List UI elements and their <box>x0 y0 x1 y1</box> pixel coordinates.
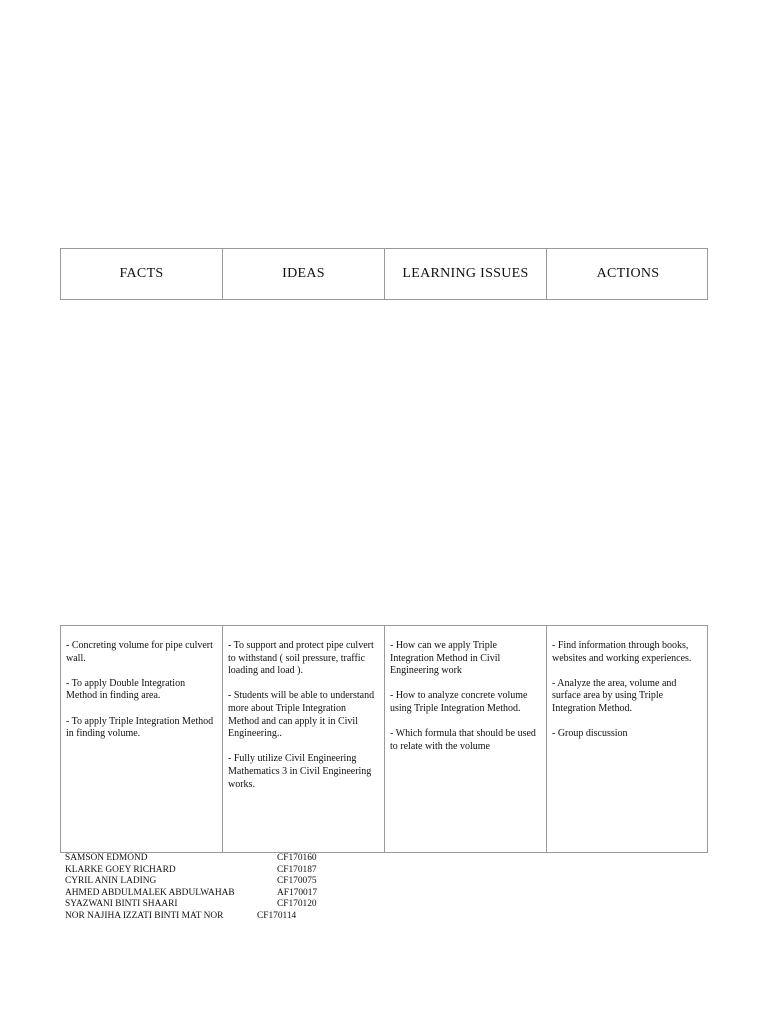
member-row <box>65 911 365 923</box>
ideas-item: - To support and protect pipe culvert to withstand ( soil pressure, traffic loading and load ). <box>228 640 374 677</box>
facts-column <box>61 626 223 852</box>
member-row <box>65 899 365 911</box>
member-name: AHMED ABDULMALEK ABDULWAHAB <box>65 887 235 898</box>
actions-column <box>547 626 709 852</box>
member-row <box>65 853 365 865</box>
facts-item: - Concreting volume for pipe culvert wall. <box>66 640 213 664</box>
member-row <box>65 888 365 900</box>
member-id: CF170187 <box>277 864 317 875</box>
learning-issues-item: - Which formula that should be used to relate with the volume <box>390 728 536 752</box>
learning-issues-item: - How to analyze concrete volume using Triple Integration Method. <box>390 690 528 714</box>
member-id: CF170120 <box>277 899 317 909</box>
ideas-item: - Fully utilize Civil Engineering Mathematics 3 in Civil Engineering works. <box>228 753 372 790</box>
actions-item: - Group discussion <box>552 728 628 740</box>
header-table <box>60 248 708 300</box>
member-row <box>65 876 365 888</box>
header-ideas: IDEAS <box>223 249 385 299</box>
member-name: NOR NAJIHA IZZATI BINTI MAT NOR <box>65 910 224 921</box>
member-name: SAMSON EDMOND <box>65 853 148 863</box>
content-table <box>60 625 708 853</box>
facts-item: - To apply Triple Integration Method in finding volume. <box>66 715 214 740</box>
group-members-list <box>65 853 365 922</box>
actions-item: - Analyze the area, volume and surface area by using Triple Integration Method. <box>552 677 677 714</box>
actions-item: - Find information through books, websites and working experiences. <box>552 640 692 664</box>
header-learning-issues: LEARNING ISSUES <box>385 249 547 299</box>
facts-item: - To apply Double Integration Method in finding area. <box>66 677 186 702</box>
ideas-item: - Students will be able to understand more about Triple Integration Method and can apply it in Civil Engineering.. <box>228 690 375 740</box>
header-actions: ACTIONS <box>596 266 660 281</box>
header-facts: FACTS <box>61 249 223 299</box>
member-id: CF170160 <box>277 853 317 863</box>
member-name: KLARKE GOEY RICHARD <box>65 864 176 875</box>
ideas-column <box>223 626 385 852</box>
learning-issues-item: - How can we apply Triple Integration Method in Civil Engineering work <box>390 640 501 677</box>
member-name: CYRIL ANIN LADING <box>65 876 157 886</box>
member-row <box>65 865 365 877</box>
member-id: AF170017 <box>277 887 318 898</box>
member-id: CF170075 <box>277 876 317 886</box>
member-id: CF170114 <box>257 910 297 921</box>
member-name: SYAZWANI BINTI SHAARI <box>65 899 178 909</box>
learning-issues-column <box>385 626 547 852</box>
